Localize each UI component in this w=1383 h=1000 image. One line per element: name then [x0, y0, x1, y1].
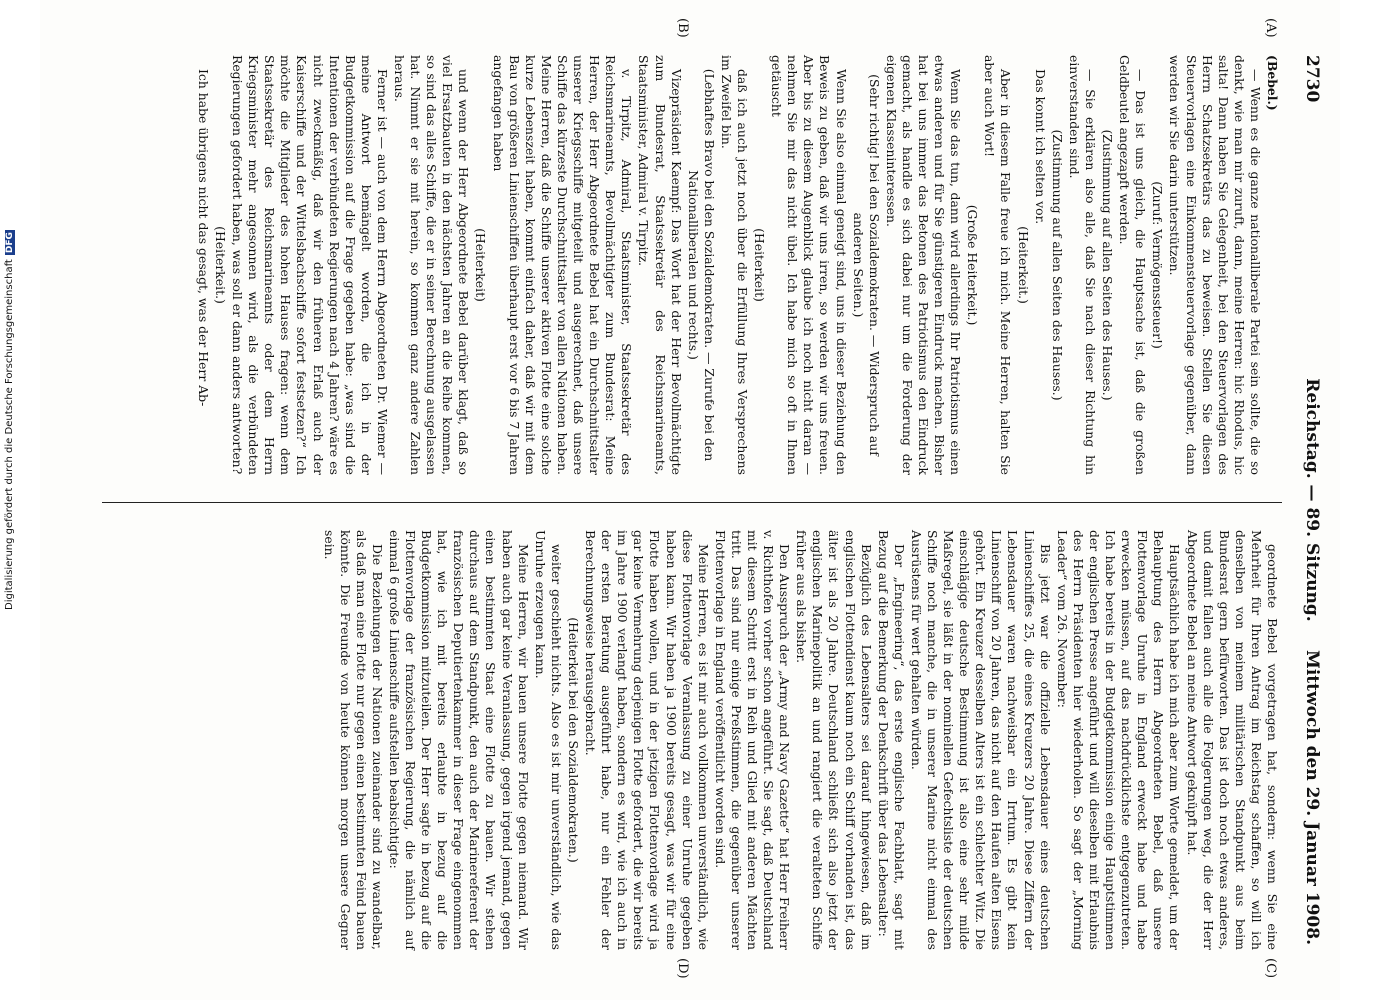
- interjection: (Zustimmung auf allen Seiten des Hauses.): [1049, 129, 1065, 401]
- interjection: (Sehr richtig! bei den Sozialdemokraten. — Widerspruch auf anderen Seiten.): [850, 74, 882, 456]
- paragraph: Der „Engineering“, das erste englische Fachblatt, sagt mit Bezug auf die Bemerkung der Denkschrift über das Lebensalter:: [875, 530, 907, 950]
- interjection: (Heiterkeit): [473, 228, 489, 302]
- paragraph: Wenn Sie also einmal geneigt sind, uns in dieser Beziehung den Beweis zu geben, daß wir uns irren, so werden wir uns freuen. Aber bis zu diesem Augenblick glaube ich noch nicht daran — nehmen Sie mir das nicht übel. Ich habe mich so oft in Ihnen getäuscht: [769, 55, 849, 475]
- paragraph: Aber in diesem Falle freue ich mich. Meine Herren, halten Sie aber auch Wort!: [982, 55, 1014, 475]
- paragraph: daß ich auch jetzt noch über die Erfüllung Ihres Versprechens im Zweifel bin.: [718, 55, 750, 475]
- margin-mark-d: (D): [675, 958, 690, 979]
- interjection: (Zuruf: Vermögenssteuer!): [1150, 181, 1166, 349]
- margin-mark-b: (B): [675, 18, 690, 38]
- right-text-column: [319, 530, 1280, 950]
- interjection: (Heiterkeit.): [213, 226, 228, 304]
- paragraph: Meine Herren, wir bauen unsere Flotte gegen niemand. Wir haben auch gar keine Veranlassung, gegen irgend jemand, gegen einen bestimmten Staat eine Flotte zu bauen. Wir stehen durchaus auf dem Standpunkt, den auch der Marinereferent der französischen Deputiertenkammer in dieser Frage eingenommen hat, wie ich mit bereits erlaubte in bezug auf die Budgetkommission mitzuteilen. Der Herr sagte in bezug auf die Flottenvorlage der französischen Regierung, die nämlich auf einmal 6 große Linienschiffe aufstellen beabsichtigte:: [386, 530, 531, 950]
- paragraph: — Wenn es die ganze nationalliberale Partei sein sollte, die so denkt, wie man mir zuruft, dann, meine Herren: hic Rhodus, hic salta! Dann haben Sie Gelegenheit, bei den Steuervorlagen des Herrn Schatzsekretärs das zu beweisen. Stellen Sie diesen Steuervorlagen eine Einkommensteuervorlage gegenüber, dann werden wir Sie darin unterstützen.: [1167, 55, 1263, 475]
- paragraph: v. Tirpitz, Admiral, Staatsminister, Staatssekretär des Reichsmarineamts, Bevollmächtigter zum Bundesrat: Meine Herren, der Herr Abgeordnete Bebel hat ein Durchschnittsalter unserer Kriegsschiffe mitgeteilt und ausgerechnet, daß unsere Schiffe das kürzeste Durchschnittsalter von allen Nationen haben. Meine Herren, daß die Schiffe unserer aktiven Flotte eine solche kurze Lebenszeit haben, kommt einfach daher, daß wir mit dem Bau von größeren Linienschiffen überhaupt erst vor 6 bis 7 Jahren angefangen haben: [490, 55, 635, 475]
- column-divider: [102, 502, 1282, 503]
- digitization-credit: [4, 230, 16, 610]
- paragraph: Vizepräsident Kaempf: Das Wort hat der Herr Bevollmächtigte zum Bundesrat, Staatssekretär des Reichsmarineamts, Staatsminister, Admiral v. Tirpitz.: [636, 55, 684, 475]
- session-date: Mittwoch den 29. Januar 1908.: [1302, 650, 1322, 945]
- paragraph: Hauptsächlich habe ich mich aber zum Worte gemeldet, um der Behauptung des Herrn Abgeordneten Bebel, daß unsere Flottenvorlage Unruhe in England erweckt habe und habe erwecken müssen, auf das nachdrücklichste entgegenzutreten. Ich habe bereits in der Budgetkommission einige Hauptstimmen der englischen Presse angeführt und will dieselben mit Erlaubnis des Herrn Präsidenten hier wiederholen. So sagt der „Morning Leader“ vom 26. November:: [1054, 530, 1183, 950]
- paragraph: — Das ist uns gleich, die Hauptsache ist, daß die großen Geldbeutel angezapft werden.: [1117, 55, 1149, 475]
- interjection: (Heiterkeit.): [1015, 226, 1031, 304]
- dfg-logo: DFG: [5, 232, 15, 254]
- paragraph: Bis jetzt war die offizielle Lebensdauer eines deutschen Linienschiffes 25, die eines Kreuzers 20 Jahre. Diese Ziffern der Lebensdauer waren nachweisbar ein Irrtum. Es gibt kein Linienschiff von 20 Jahren, das nicht auf den Haufen alten Eisens gehört. Ein Kreuzer desselben Alters ist ein schlechter Witz. Die einschlägige deutsche Bestimmung ist also eine sehr milde Maßregel, sie läßt in der nominellen Gefechtsliste der deutschen Schiffe noch manche, die in unserer Marine nicht einmal des Ausrüstens für wert gehalten würden.: [908, 530, 1053, 950]
- margin-mark-c: (C): [1263, 958, 1278, 979]
- paragraph: Wenn Sie das tun, dann wird allerdings Ihr Patriotismus einen etwas anderen und für Sie günstigeren Eindruck machen. Bisher hat bei uns immer das Betonen des Patriotismus den Eindruck gemacht, als handle es sich dabei nur um die Forderung der eigenen Klasseninteressen.: [883, 55, 964, 475]
- interjection: (Heiterkeit): [752, 228, 768, 302]
- paragraph: Ich habe übrigens nicht das gesagt, was der Herr Ab-: [195, 69, 211, 407]
- paragraph: Den Ausspruch der „Army and Navy Gazette“ hat Herr Freiherr v. Richthofen vorher schon angeführt. Sie sagt, daß Deutschland mit diesem Schritt erst in Reih und Glied mit anderen Mächten tritt. Das sind nur einige Preßstimmen, die gegenüber unserer Flottenvorlage in England veröffentlicht worden sind.: [712, 530, 793, 950]
- interjection: (Große Heiterkeit.): [965, 204, 981, 326]
- paragraph: und wenn der Herr Abgeordnete Bebel darüber klagt, daß so viel Ersatzbauten in den nächsten Jahren an die Reihe kommen, so sind das alles Schiffe, die er in seiner Berechnung ausgelassen hat. Nimmt er sie mit herein, so kommen ganz andere Zahlen heraus.: [392, 55, 472, 475]
- interjection: (Zustimmung auf allen Seiten des Hauses.): [1100, 129, 1116, 401]
- left-text-column: [194, 55, 1280, 475]
- interjection: (Lebhaftes Bravo bei den Sozialdemokraten. — Zurufe bei den Nationalliberalen und rechts.): [685, 68, 717, 462]
- paragraph: — Sie erklären also alle, daß Sie nach dieser Richtung hin einverstanden sind.: [1066, 55, 1098, 475]
- page-running-title: Reichstag. — 89. Sitzung.: [1302, 378, 1322, 622]
- paragraph: Das konnt ich selten vor.: [1032, 69, 1048, 225]
- paragraph: Ferner ist — auch von dem Herrn Abgeordneten Dr. Wiemer — meine Antwort bemängelt worden, die ich in der Budgetkommission auf die Frage gegeben habe: „was sind die Intentionen der verbündeten Regierungen nach 4 Jahren? wäre es nicht zweckmäßig, daß wir den früheren Erlaß auch der Kaiserschiffe und der Wittelsbachschiffe sofort festsetzen?“ Ich möchte die Mitglieder des hohen Hauses fragen: wenn dem Staatssekretär des Reichsmarineamts oder dem Herrn Kriegsminister mehr angesonnen wird, als die verbündeten Regierungen gefordert haben, was soll er dann anders antworten?: [230, 55, 390, 475]
- page-number: 2730: [1302, 55, 1322, 103]
- page-header: [1292, 55, 1322, 945]
- credit-text: Digitalisierung gefördert durch die Deutsche Forschungsgemeinschaft: [4, 259, 15, 610]
- margin-mark-a: (A): [1263, 18, 1278, 38]
- speaker-name: (Bebel.): [1265, 55, 1280, 111]
- paragraph: Die Beziehungen der Nationen zueinander sind zu wandelbar, als daß man eine Flotte nur gegen einen bestimmten Feind bauen könnte. Die Freunde von heute können morgen unsere Gegner sein.: [321, 530, 385, 950]
- scanned-page: [40, 0, 1340, 1000]
- paragraph: geordnete Bebel vorgetragen hat, sondern: wenn Sie eine Mehrheit für Ihren Antrag im Reichstag schaffen, so will ich denselben von meinem militärischen Standpunkt aus beim Bundesrat gern befürworten. Das ist doch noch etwas anderes, und damit fallen auch alle die Folgerungen weg, die der Herr Abgeordnete Bebel an meine Antwort geknüpft hat.: [1184, 530, 1280, 950]
- paragraph: Bezüglich des Lebensalters sei darauf hingewiesen, daß im englischen Flottendienst kaum noch ein Schiff vorhanden ist, das älter ist als 20 Jahre. Deutschland schließt sich also jetzt der englischen Marinepolitik an und rangiert die veralteten Schiffe früher aus als bisher.: [794, 530, 874, 950]
- paragraph: Meine Herren, es ist mir auch vollkommen unverständlich, wie diese Flottenvorlage Veranlassung zu einer Unruhe gegeben haben kann. Wir haben ja 1900 bereits gesagt, was wir für eine Flotte haben wollen, und in der jetzigen Flottenvorlage wird ja gar keine Vermehrung derjenigen Flotte gefordert, die wir bereits im Jahre 1900 verlangt haben, sondern es wird, wie ich auch in der ersten Beratung ausgeführt habe, nur ein Fehler der Berechnungsweise herausgebracht.: [583, 530, 711, 950]
- interjection: (Heiterkeit bei den Sozialdemokraten.): [565, 617, 581, 863]
- paragraph: weiter geschieht nichts. Also es ist mir unverständlich, wie das Unruhe erzeugen kann.: [532, 530, 564, 950]
